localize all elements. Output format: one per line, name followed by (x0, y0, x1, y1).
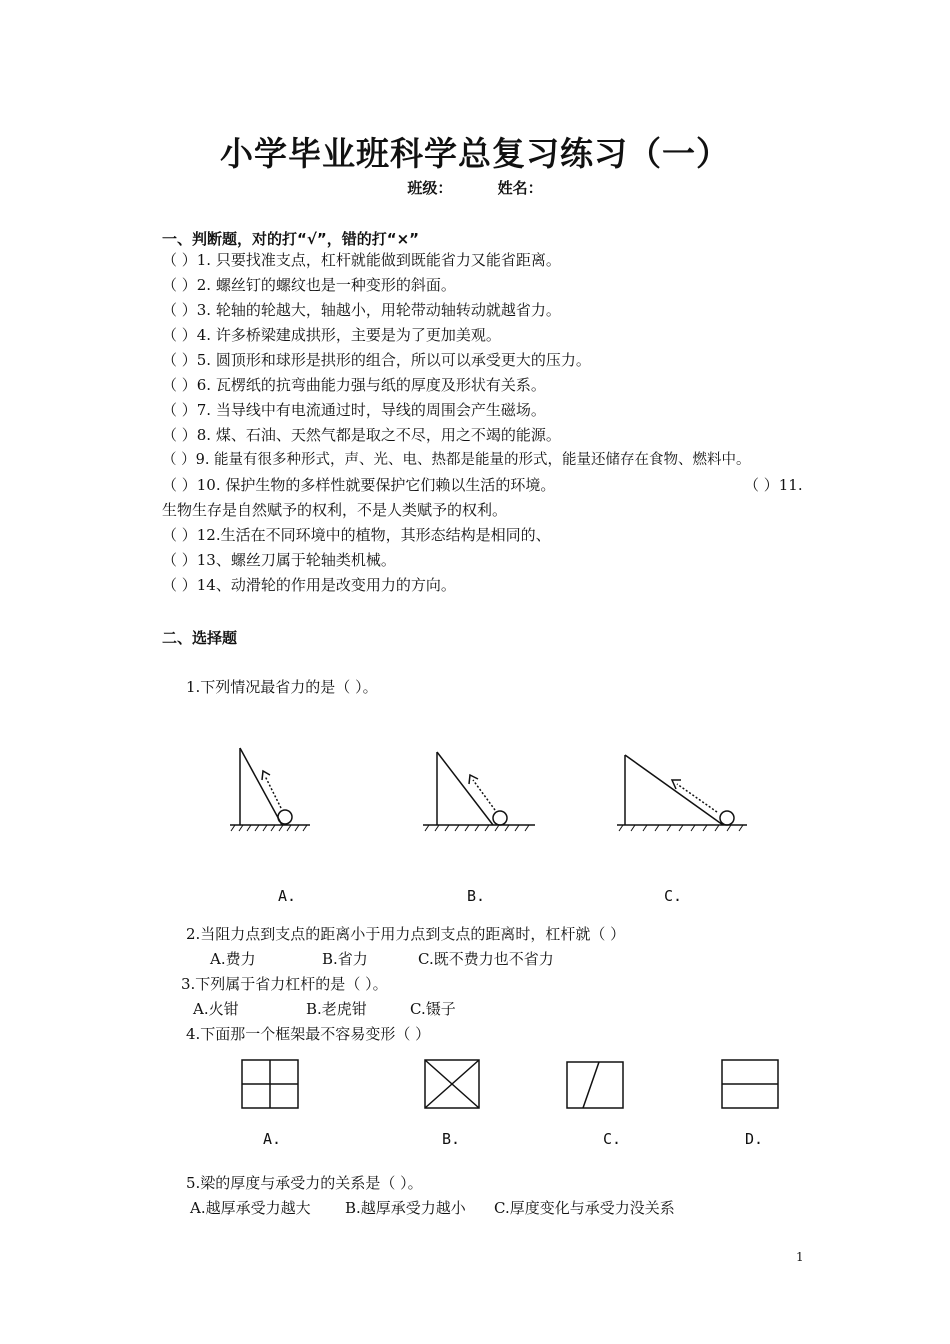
option-b: B.老虎钳 (306, 1000, 367, 1018)
figure-label-c: C. (664, 887, 683, 905)
inclined-plane-figures (225, 740, 765, 840)
tf-item: （ ）6. 瓦楞纸的抗弯曲能力强与纸的厚度及形状有关系。 (162, 376, 546, 394)
option-c: C.镊子 (410, 1000, 456, 1018)
frame-a (242, 1060, 298, 1108)
tf-item: （ ）9. 能量有很多种形式，声、光、电、热都是能量的形式，能量还储存在食物、燃料中。 (162, 452, 751, 468)
question-1: 1.下列情况最省力的是（ ）。 (186, 678, 378, 696)
tf-item: （ ）11. (744, 476, 803, 494)
tf-item: （ ）8. 煤、石油、天然气都是取之不尽，用之不竭的能源。 (162, 426, 561, 444)
name-label: 姓名： (497, 179, 543, 197)
question-4: 4.下面那一个框架最不容易变形（ ） (186, 1025, 431, 1043)
tf-item: （ ）3. 轮轴的轮越大，轴越小，用轮带动轴转动就越省力。 (162, 301, 561, 319)
page-number: 1 (796, 1250, 804, 1264)
figure-label-a: A. (278, 887, 297, 905)
tf-item: （ ）14、动滑轮的作用是改变用力的方向。 (162, 576, 456, 594)
tf-item: （ ）13、螺丝刀属于轮轴类机械。 (162, 551, 396, 569)
figure-label-d: D. (745, 1130, 764, 1148)
tf-item: （ ）7. 当导线中有电流通过时，导线的周围会产生磁场。 (162, 401, 546, 419)
option-a: A.火钳 (193, 1000, 239, 1018)
figure-label-b: B. (467, 887, 486, 905)
ramp-b (423, 752, 535, 831)
tf-item: （ ）10. 保护生物的多样性就要保护它们赖以生活的环境。 (162, 476, 556, 494)
question-5: 5.梁的厚度与承受力的关系是（ ）。 (186, 1174, 423, 1192)
class-label: 班级： (407, 179, 453, 197)
question-2: 2.当阻力点到支点的距离小于用力点到支点的距离时，杠杆就（ ） (186, 925, 626, 943)
ramp-c (617, 755, 747, 831)
tf-item: （ ）1. 只要找准支点，杠杆就能做到既能省力又能省距离。 (162, 251, 561, 269)
tf-item: （ ）4. 许多桥梁建成拱形，主要是为了更加美观。 (162, 326, 501, 344)
option-a: A.越厚承受力越大 (190, 1199, 311, 1217)
section2-heading: 二、选择题 (162, 629, 238, 647)
option-b: B.越厚承受力越小 (345, 1199, 466, 1217)
frame-figures (235, 1055, 785, 1115)
figure-label-a: A. (263, 1130, 282, 1148)
question-3: 3.下列属于省力杠杆的是（ ）。 (181, 975, 388, 993)
frame-b (425, 1060, 479, 1108)
option-c: C.既不费力也不省力 (418, 950, 554, 968)
section1-heading: 一、判断题，对的打“√”，错的打“×” (162, 230, 420, 248)
frame-d (722, 1060, 778, 1108)
option-a: A.费力 (210, 950, 256, 968)
tf-item: （ ）2. 螺丝钉的螺纹也是一种变形的斜面。 (162, 276, 456, 294)
subtitle (0, 177, 950, 198)
tf-item: （ ）5. 圆顶形和球形是拱形的组合，所以可以承受更大的压力。 (162, 351, 591, 369)
ramp-a (230, 748, 310, 831)
figure-label-b: B. (442, 1130, 461, 1148)
tf-item: （ ）12.生活在不同环境中的植物，其形态结构是相同的、 (162, 526, 551, 544)
page-title: 小学毕业班科学总复习练习（一） (220, 134, 730, 173)
frame-c (567, 1062, 623, 1108)
figure-label-c: C. (603, 1130, 622, 1148)
option-b: B.省力 (322, 950, 368, 968)
tf-item-continued: 生物生存是自然赋予的权利，不是人类赋予的权利。 (162, 501, 508, 519)
option-c: C.厚度变化与承受力没关系 (494, 1199, 675, 1217)
